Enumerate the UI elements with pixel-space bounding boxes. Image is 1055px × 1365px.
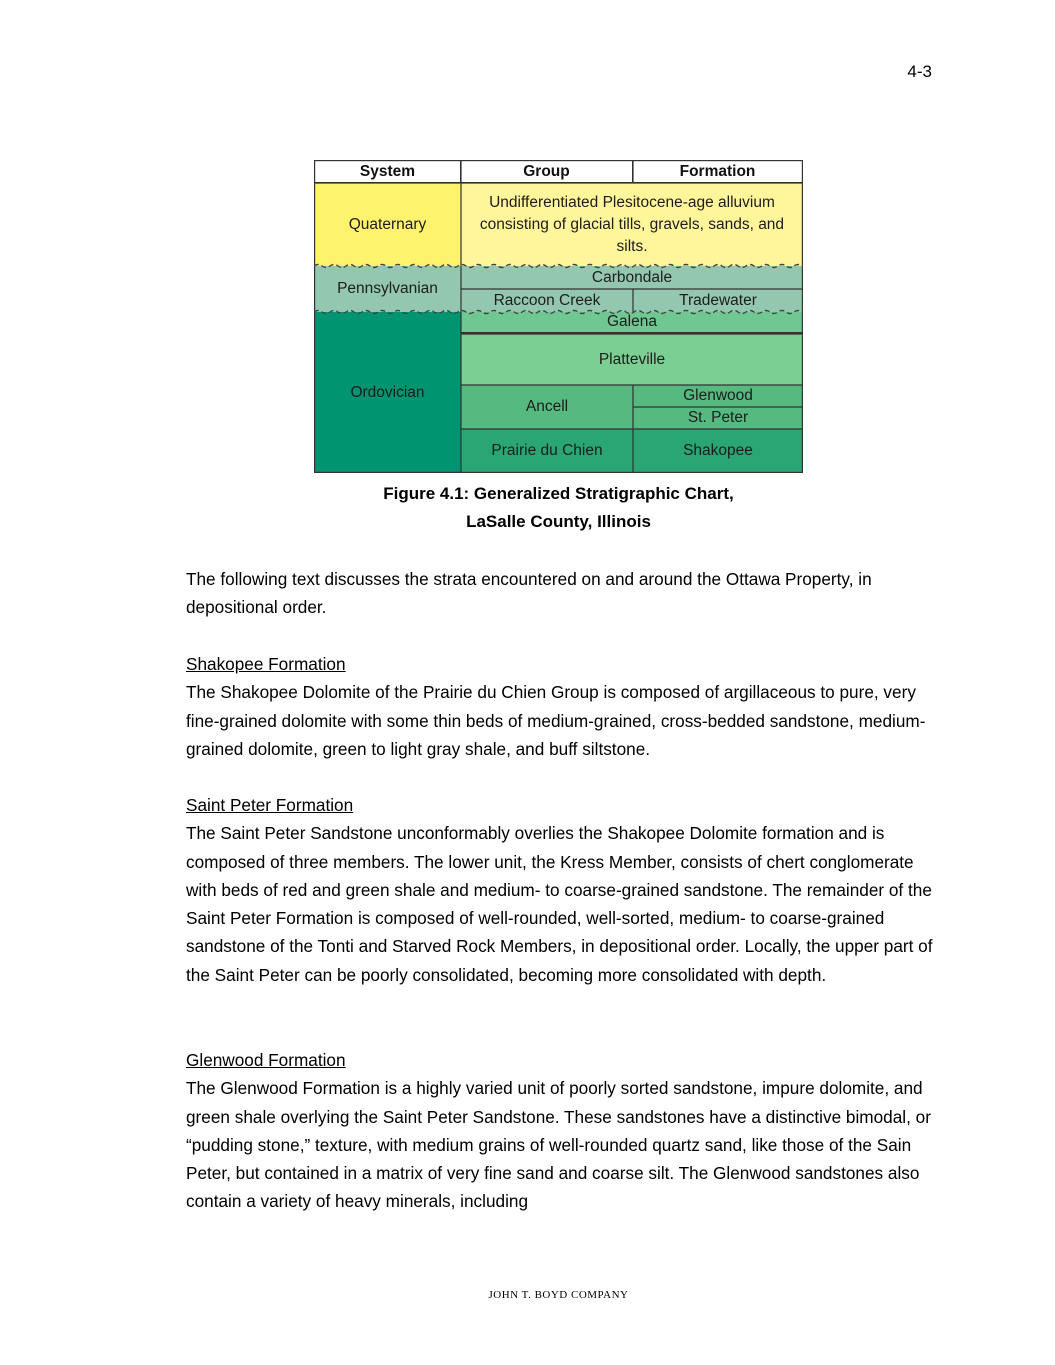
formation-glenwood: Glenwood [633,385,803,407]
group-prairie-du-chien: Prairie du Chien [461,429,633,473]
company-footer: JOHN T. BOYD COMPANY [488,1289,629,1301]
formation-tradewater: Tradewater [633,289,803,312]
header-system: System [314,160,461,183]
section-heading: Glenwood Formation [186,1050,346,1070]
quaternary-description: Undifferentiated Plesitocene-age alluvium consisting of glacial tills, gravels, sands, and silts. [461,183,803,266]
section-saint-peter [186,791,946,989]
system-ordovician: Ordovician [314,312,461,473]
section-glenwood [186,1046,946,1216]
system-pennsylvanian: Pennsylvanian [314,266,461,312]
page-number: 4-3 [907,62,932,81]
group-carbondale: Carbondale [461,266,803,289]
section-body: The Saint Peter Sandstone unconformably overlies the Shakopee Dolomite formation and is composed of three members. The lower unit, the Kress Member, consists of chert conglomerate with beds of red and green shale and medium- to coarse-grained sandstone. The remainder of the Saint Peter Formation is composed of well-rounded, well-sorted, medium- to coarse-grained sandstone of the Tonti and Starved Rock Members, in depositional order. Locally, the upper part of the Saint Peter can be poorly consolidated, becoming more consolidated with depth. [186,823,933,985]
header-formation: Formation [632,160,803,183]
formation-shakopee: Shakopee [633,429,803,473]
caption-line-1: Figure 4.1: Generalized Stratigraphic Chart, [383,484,734,503]
caption-line-2: LaSalle County, Illinois [466,512,651,531]
group-ancell: Ancell [461,385,633,429]
system-quaternary: Quaternary [314,183,461,266]
section-body: The Glenwood Formation is a highly varied unit of poorly sorted sandstone, impure dolomite, and green shale overlying the Saint Peter Sandstone. These sandstones have a distinctive bimodal, or “pudding stone,” texture, with medium grains of well-rounded quartz sand, like those of the Sain Peter, but contained in a matrix of very fine sand and coarse silt. The Glenwood sandstones also contain a variety of heavy minerals, including [186,1078,931,1212]
group-galena: Galena [461,312,803,334]
section-body: The Shakopee Dolomite of the Prairie du Chien Group is composed of argillaceous to pure, very fine-grained dolomite with some thin beds of medium-grained, cross-bedded sandstone, medium-grained dolomite, green to light gray shale, and buff siltstone. [186,682,926,759]
formation-st-peter: St. Peter [633,407,803,429]
chart-gridlines [314,160,803,473]
section-shakopee [186,650,946,763]
section-heading: Shakopee Formation [186,654,346,674]
header-group: Group [460,160,633,183]
intro-paragraph [186,565,946,622]
stratigraphic-chart [314,160,803,473]
formation-raccoon-creek: Raccoon Creek [461,289,633,312]
group-platteville: Platteville [461,334,803,385]
intro-text: The following text discusses the strata encountered on and around the Ottawa Property, in depositional order. [186,569,872,618]
section-heading: Saint Peter Formation [186,795,354,815]
figure-caption [300,480,817,536]
